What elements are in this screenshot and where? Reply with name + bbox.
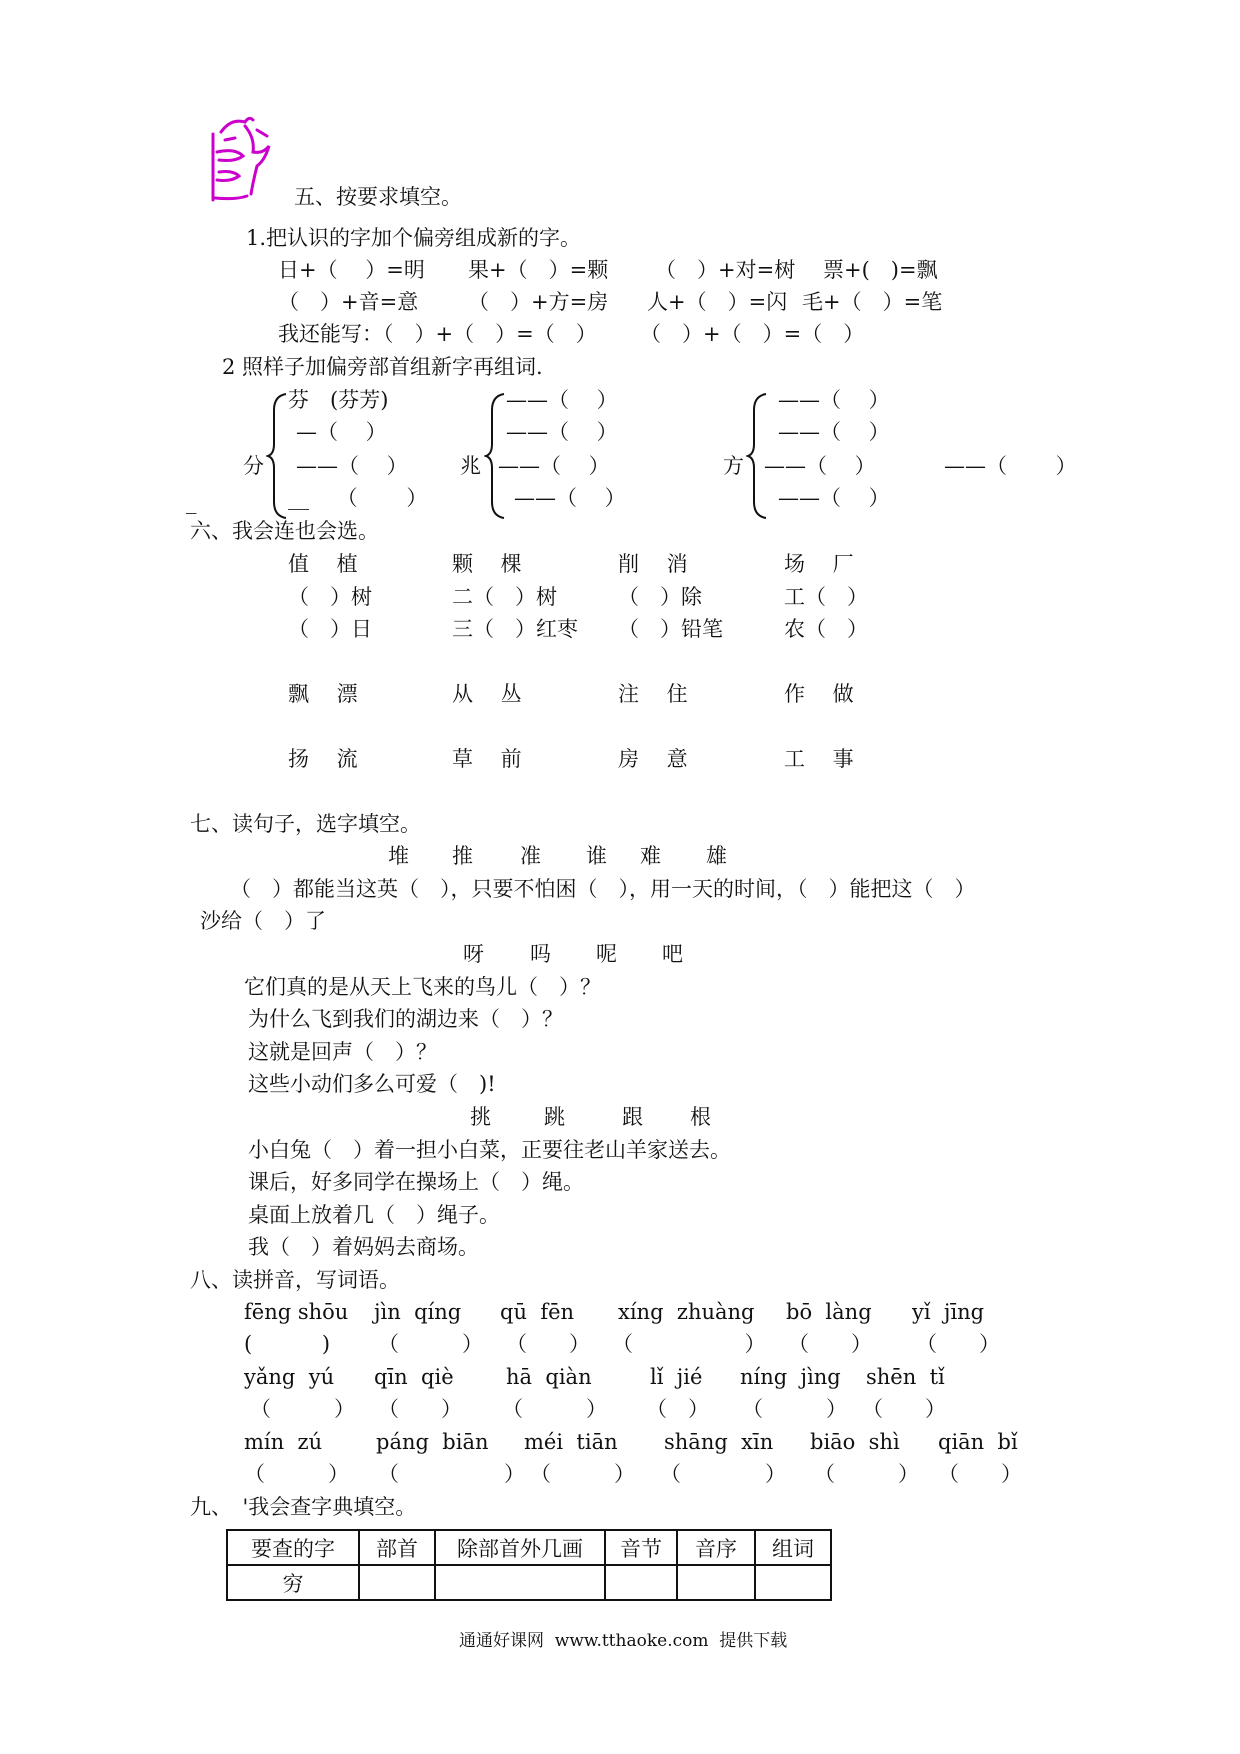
sentence: （ ）都能当这英（ ），只要不怕困（ ），用一天的时间，（ ）能把这（ ）	[230, 877, 976, 901]
section7-title: 七、读句子，选字填空。	[190, 812, 421, 836]
char-pair: 工 事	[784, 747, 854, 771]
q1-item: 我还能写：（ ）+（ ）=（ ）	[278, 322, 597, 346]
q1-item: （ ）+对=树	[655, 258, 796, 282]
pinyin: xíng zhuàng	[618, 1300, 755, 1324]
q2-line: ——（ ）	[296, 454, 408, 478]
stray-mark: _	[186, 490, 197, 514]
q2-line: __ （ ）	[288, 486, 428, 510]
q2-root-char: 分	[243, 454, 264, 478]
table-cell[interactable]	[755, 1565, 831, 1600]
answer-blank: （ ）	[742, 1397, 847, 1421]
sentence: 课后，好多同学在操场上（ ）绳。	[248, 1170, 584, 1194]
char-pair: 场 厂	[784, 552, 854, 576]
option-char: 吗	[530, 942, 551, 966]
pinyin: qiān bǐ	[938, 1430, 1018, 1454]
table-header-cell: 除部首外几画	[435, 1530, 605, 1565]
table-cell: 穷	[227, 1565, 359, 1600]
fill-item: （ ）铅笔	[618, 617, 723, 641]
q2-line: 芬 (芬芳)	[288, 388, 389, 412]
pinyin: bō làng	[786, 1300, 872, 1324]
pinyin: jìn qíng	[374, 1300, 462, 1324]
char-pair: 飘 漂	[288, 682, 358, 706]
q2-line: ——（ ）	[506, 420, 618, 444]
left-brace-icon	[266, 392, 288, 520]
fill-item: 三（ ）红枣	[452, 617, 578, 641]
q2-line: ——（ ）	[764, 454, 876, 478]
option-char: 跳	[544, 1105, 565, 1129]
q2-line: ——（ ）	[514, 486, 626, 510]
answer-blank: （ ）	[378, 1397, 462, 1421]
fill-item: （ ）树	[288, 585, 372, 609]
answer-blank: （ ）	[938, 1462, 1022, 1486]
answer-blank: （ ）	[502, 1397, 607, 1421]
answer-blank: （ ）	[646, 1397, 709, 1421]
pinyin: mín zú	[244, 1430, 323, 1454]
pinyin: fēng shōu	[244, 1300, 349, 1324]
sentence: 我（ ）着妈妈去商场。	[248, 1235, 479, 1259]
pinyin: páng biān	[376, 1430, 489, 1454]
sentence: 小白兔（ ）着一担小白菜，正要往老山羊家送去。	[248, 1138, 731, 1162]
pinyin: méi tiān	[524, 1430, 618, 1454]
table-header-cell: 组词	[755, 1530, 831, 1565]
answer-blank: （ ）	[862, 1397, 946, 1421]
table-header-row	[227, 1530, 831, 1565]
q2-line: ——（ ）	[778, 420, 890, 444]
answer-blank: （ ）	[506, 1332, 590, 1356]
section8-title: 八、读拼音，写词语。	[190, 1268, 400, 1292]
sentence: 这些小动们多么可爱（ )!	[248, 1072, 496, 1096]
answer-blank: （ ）	[378, 1462, 525, 1486]
char-pair: 扬 流	[288, 747, 358, 771]
answer-blank: （ ）	[814, 1462, 919, 1486]
table-cell[interactable]	[677, 1565, 755, 1600]
option-char: 吧	[662, 942, 683, 966]
pinyin: níng jìng	[740, 1365, 841, 1389]
option-char: 跟	[622, 1105, 643, 1129]
pinyin: hā qiàn	[506, 1365, 592, 1389]
table-cell[interactable]	[359, 1565, 435, 1600]
pinyin: yǎng yú	[244, 1365, 335, 1389]
pinyin: biāo shì	[810, 1430, 900, 1454]
option-char: 谁	[586, 844, 607, 868]
section6-title: 六、我会连也会选。	[190, 519, 379, 543]
pinyin: yǐ jīng	[912, 1300, 985, 1324]
q2-extra-line: ——（ ）	[944, 454, 1077, 478]
option-char: 难	[640, 844, 661, 868]
section9-title: 九、 '我会查字典填空。	[190, 1495, 417, 1519]
answer-blank: （ ）	[612, 1332, 766, 1356]
option-char: 雄	[706, 844, 727, 868]
pinyin: qīn qiè	[374, 1365, 454, 1389]
char-pair: 作 做	[784, 682, 854, 706]
q1-item: 果+（ ）=颗	[468, 258, 609, 282]
footer-text: 通通好课网 www.tthaoke.com 提供下载	[459, 1631, 788, 1651]
q1-item: 票+( )=飘	[823, 258, 938, 282]
q2-title: 2 照样子加偏旁部首组新字再组词.	[222, 355, 543, 379]
answer-blank: （ ）	[378, 1332, 483, 1356]
fill-item: （ ）日	[288, 617, 372, 641]
answer-blank: （ ）	[916, 1332, 1000, 1356]
table-cell[interactable]	[435, 1565, 605, 1600]
table-row	[227, 1565, 831, 1600]
char-pair: 削 消	[618, 552, 688, 576]
q2-line: ——（ ）	[778, 486, 890, 510]
q1-item: 日+（ ）=明	[278, 258, 425, 282]
pinyin: shēn tǐ	[866, 1365, 945, 1389]
table-header-cell: 音序	[677, 1530, 755, 1565]
option-char: 准	[520, 844, 541, 868]
q1-item: （ ）+方=房	[468, 290, 609, 314]
q2-line: ——（ ）	[498, 454, 610, 478]
answer-blank: （ ）	[244, 1462, 349, 1486]
sentence: 这就是回声（ ）？	[248, 1040, 437, 1064]
q1-item: 毛+（ ）=笔	[802, 290, 943, 314]
sentence: 它们真的是从天上飞来的鸟儿（ ）？	[244, 975, 601, 999]
pinyin: lǐ jié	[650, 1365, 703, 1389]
option-char: 呢	[596, 942, 617, 966]
fill-item: 农（ ）	[784, 617, 868, 641]
char-pair: 注 住	[618, 682, 688, 706]
option-char: 挑	[470, 1105, 491, 1129]
section5-title: 五、按要求填空。	[294, 185, 462, 209]
cartoon-logo-icon	[205, 112, 295, 208]
char-pair: 值 植	[288, 552, 358, 576]
char-pair: 草 前	[452, 747, 522, 771]
table-header-cell: 要查的字	[227, 1530, 359, 1565]
q1-item: （ ）+（ ）=（ ）	[640, 322, 865, 346]
q2-line: ——（ ）	[778, 388, 890, 412]
table-header-cell: 音节	[605, 1530, 677, 1565]
table-header-cell: 部首	[359, 1530, 435, 1565]
pinyin: qū fēn	[500, 1300, 575, 1324]
q1-item: （ ）+音=意	[278, 290, 419, 314]
answer-blank: （ ）	[530, 1462, 635, 1486]
fill-item: 工（ ）	[784, 585, 868, 609]
sentence: 桌面上放着几（ ）绳子。	[248, 1203, 500, 1227]
fill-item: 二（ ）树	[452, 585, 557, 609]
answer-blank: ( )	[244, 1332, 331, 1356]
sentence: 为什么飞到我们的湖边来（ ）？	[248, 1007, 563, 1031]
option-char: 堆	[388, 844, 409, 868]
sentence: 沙给（ ）了	[200, 909, 326, 933]
q2-root-char: 兆	[460, 454, 481, 478]
answer-blank: （ ）	[250, 1397, 355, 1421]
answer-blank: （ ）	[660, 1462, 786, 1486]
fill-item: （ ）除	[618, 585, 702, 609]
char-pair: 房 意	[618, 747, 688, 771]
table-cell[interactable]	[605, 1565, 677, 1600]
char-pair: 从 丛	[452, 682, 522, 706]
q2-root-char: 方	[723, 454, 744, 478]
q1-item: 人+（ ）=闪	[647, 290, 788, 314]
answer-blank: （ ）	[788, 1332, 872, 1356]
option-char: 推	[452, 844, 473, 868]
char-pair: 颗 棵	[452, 552, 522, 576]
option-char: 呀	[463, 942, 484, 966]
q1-title: 1.把认识的字加个偏旁组成新的字。	[246, 226, 582, 250]
pinyin: shāng xīn	[664, 1430, 774, 1454]
q2-line: —（ ）	[296, 420, 387, 444]
q2-line: ——（ ）	[506, 388, 618, 412]
option-char: 根	[690, 1105, 711, 1129]
dictionary-table	[226, 1529, 832, 1601]
